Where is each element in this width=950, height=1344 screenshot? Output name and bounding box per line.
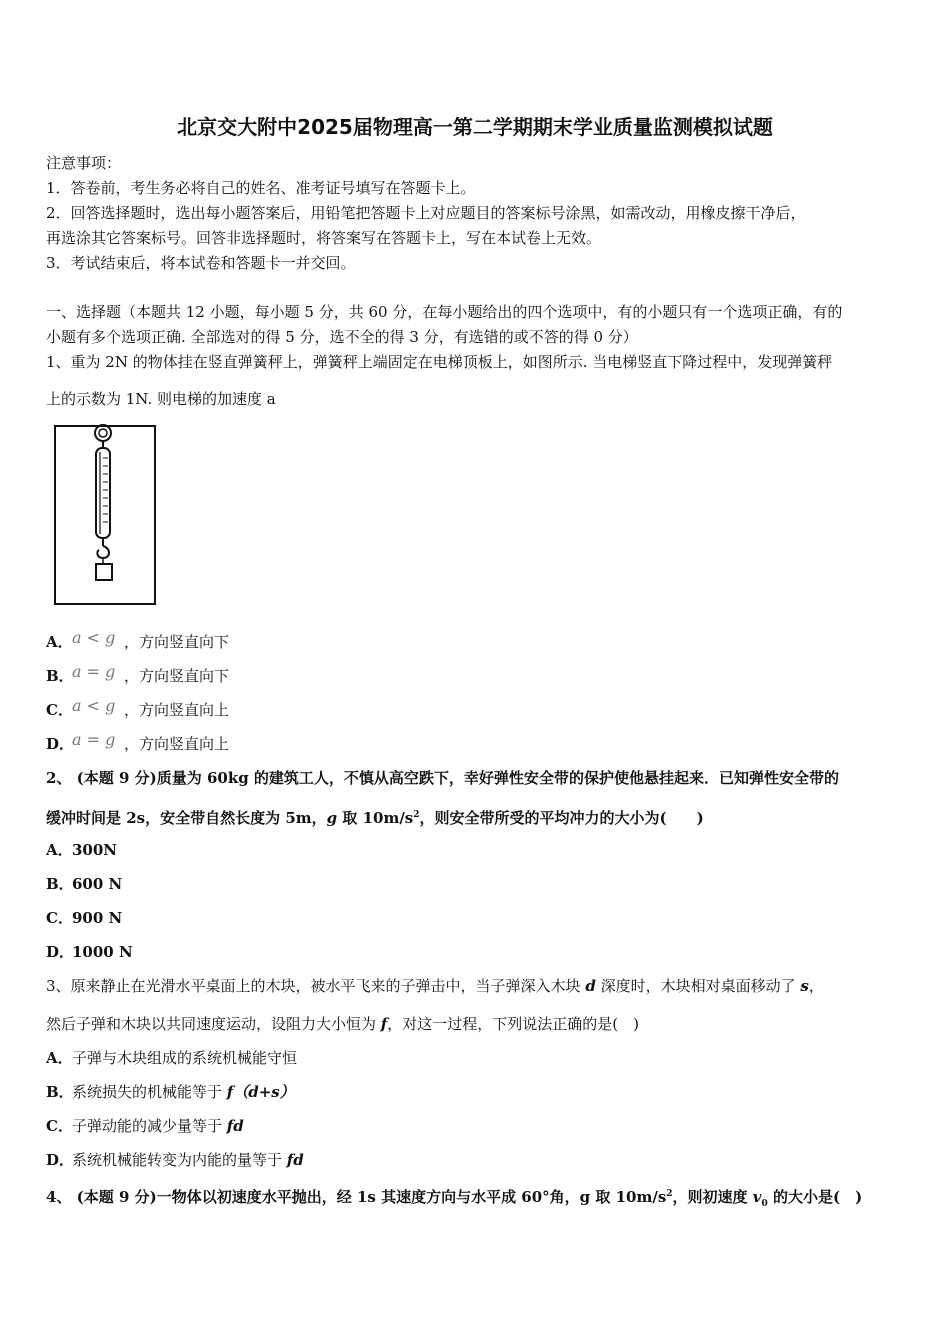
option-text: ，方向竖直向下 [124,633,230,651]
q2-option-b [46,873,122,895]
q3-text: 深度时，木块相对桌面移动了 [595,977,801,995]
q2-superscript: 2 [413,810,420,820]
option-math: a = g [72,662,116,681]
notice-item: 1．答卷前，考生务必将自己的姓名、准考证号填写在答题卡上。 [46,179,476,197]
q3-option-d [46,1149,304,1171]
option-math: a = g [72,730,116,749]
q1-option-b [46,662,230,687]
q1-option-a [46,628,230,653]
option-text: ，方向竖直向下 [124,667,230,685]
notice-heading: 注意事项： [46,154,122,172]
q4-stem [46,1183,862,1215]
q1-option-d [46,730,230,755]
q3-option-c [46,1115,244,1137]
option-math: a < g [72,628,116,647]
q4-var-v: v [752,1188,762,1206]
option-label: C． [46,909,73,927]
q1-stem: 1、重为 2N 的物体挂在竖直弹簧秤上，弹簧秤上端固定在电梯顶板上，如图所示. 当电梯竖直下降过程中，发现弹簧秤 [46,353,833,371]
option-label: A． [46,1049,73,1067]
option-label: B． [46,1083,74,1101]
q2-stem [46,804,704,829]
option-math: f（d+s） [226,1083,295,1101]
option-text: 600 N [72,875,123,893]
section-intro: 小题有多个选项正确. 全部选对的得 5 分，选不全的得 3 分，有选错的或不答的得 0 分） [46,328,638,346]
q3-var-s: s [800,977,809,995]
option-text: ，方向竖直向上 [124,701,230,719]
q2-text: ，则安全带所受的平均冲力的大小为( ) [419,809,704,827]
q3-option-b [46,1081,295,1103]
q4-superscript: 2 [666,1189,673,1199]
option-label: C． [46,1117,73,1135]
q2-option-d [46,941,133,963]
q3-stem [46,975,824,997]
option-text: 1000 N [72,943,133,961]
option-math: a < g [72,696,116,715]
q4-text: 的大小是( ) [767,1188,863,1206]
option-label: D． [46,1151,75,1169]
option-label: C． [46,701,73,719]
q3-stem [46,1013,639,1035]
option-label: B． [46,667,74,685]
option-text: 子弹与木块组成的系统机械能守恒 [72,1049,298,1067]
option-label: B． [46,875,74,893]
spring-scale-figure [53,424,157,606]
section-intro: 一、选择题（本题共 12 小题，每小题 5 分，共 60 分，在每小题给出的四个选项中，有的小题只有一个选项正确，有的 [46,303,843,321]
option-label: D． [46,943,75,961]
option-math: fd [286,1151,304,1169]
q3-text: ，对这一过程，下列说法正确的是( ) [387,1015,639,1033]
option-math: fd [226,1117,244,1135]
option-text: 系统损失的机械能等于 [72,1083,227,1101]
option-text: 系统机械能转变为内能的量等于 [72,1151,287,1169]
q4-subscript: 0 [761,1199,768,1209]
q3-var-d: d [585,977,596,995]
q2-text: 缓冲时间是 2s，安全带自然长度为 5m， [46,809,327,827]
option-text: ，方向竖直向上 [124,735,230,753]
q3-text: 3、原来静止在光滑水平桌面上的木块，被水平飞来的子弹击中，当子弹深入木块 [46,977,586,995]
q2-option-c [46,907,122,929]
notice-item: 2．回答选择题时，选出每小题答案后，用铅笔把答题卡上对应题目的答案标号涂黑，如需改动，用橡皮擦干净后， [46,204,806,222]
q2-option-a [46,839,117,861]
option-text: 900 N [72,909,123,927]
option-label: D． [46,735,75,753]
q2-stem: 2、 (本题 9 分)质量为 60kg 的建筑工人，不慎从高空跌下，幸好弹性安全带的保护使他悬挂起来．已知弹性安全带的 [46,769,839,787]
page-title: 北京交大附中2025届物理高一第二学期期末学业质量监测模拟试题 [177,115,773,139]
option-label: A． [46,633,73,651]
q2-var-g: g [326,809,338,827]
notice-item: 再选涂其它答案标号。回答非选择题时，将答案写在答题卡上，写在本试卷上无效。 [46,229,602,247]
q4-text: 4、 (本题 9 分)一物体以初速度水平抛出，经 1s 其速度方向与水平成 60°角，g 取 10m/s [46,1188,667,1206]
notice-item: 3．考试结束后，将本试卷和答题卡一并交回。 [46,254,356,272]
q3-text: ， [808,977,824,995]
option-text: 子弹动能的减少量等于 [72,1117,227,1135]
q1-option-c [46,696,230,721]
option-text: 300N [72,841,118,859]
q1-stem: 上的示数为 1N. 则电梯的加速度 a [46,390,276,408]
q2-text: 取 10m/s [337,809,414,827]
q4-text: ，则初速度 [672,1188,753,1206]
q3-option-a [46,1047,297,1069]
q3-text: 然后子弹和木块以共同速度运动，设阻力大小恒为 [46,1015,381,1033]
option-label: A． [46,841,73,859]
q3-var-f: f [380,1015,388,1033]
